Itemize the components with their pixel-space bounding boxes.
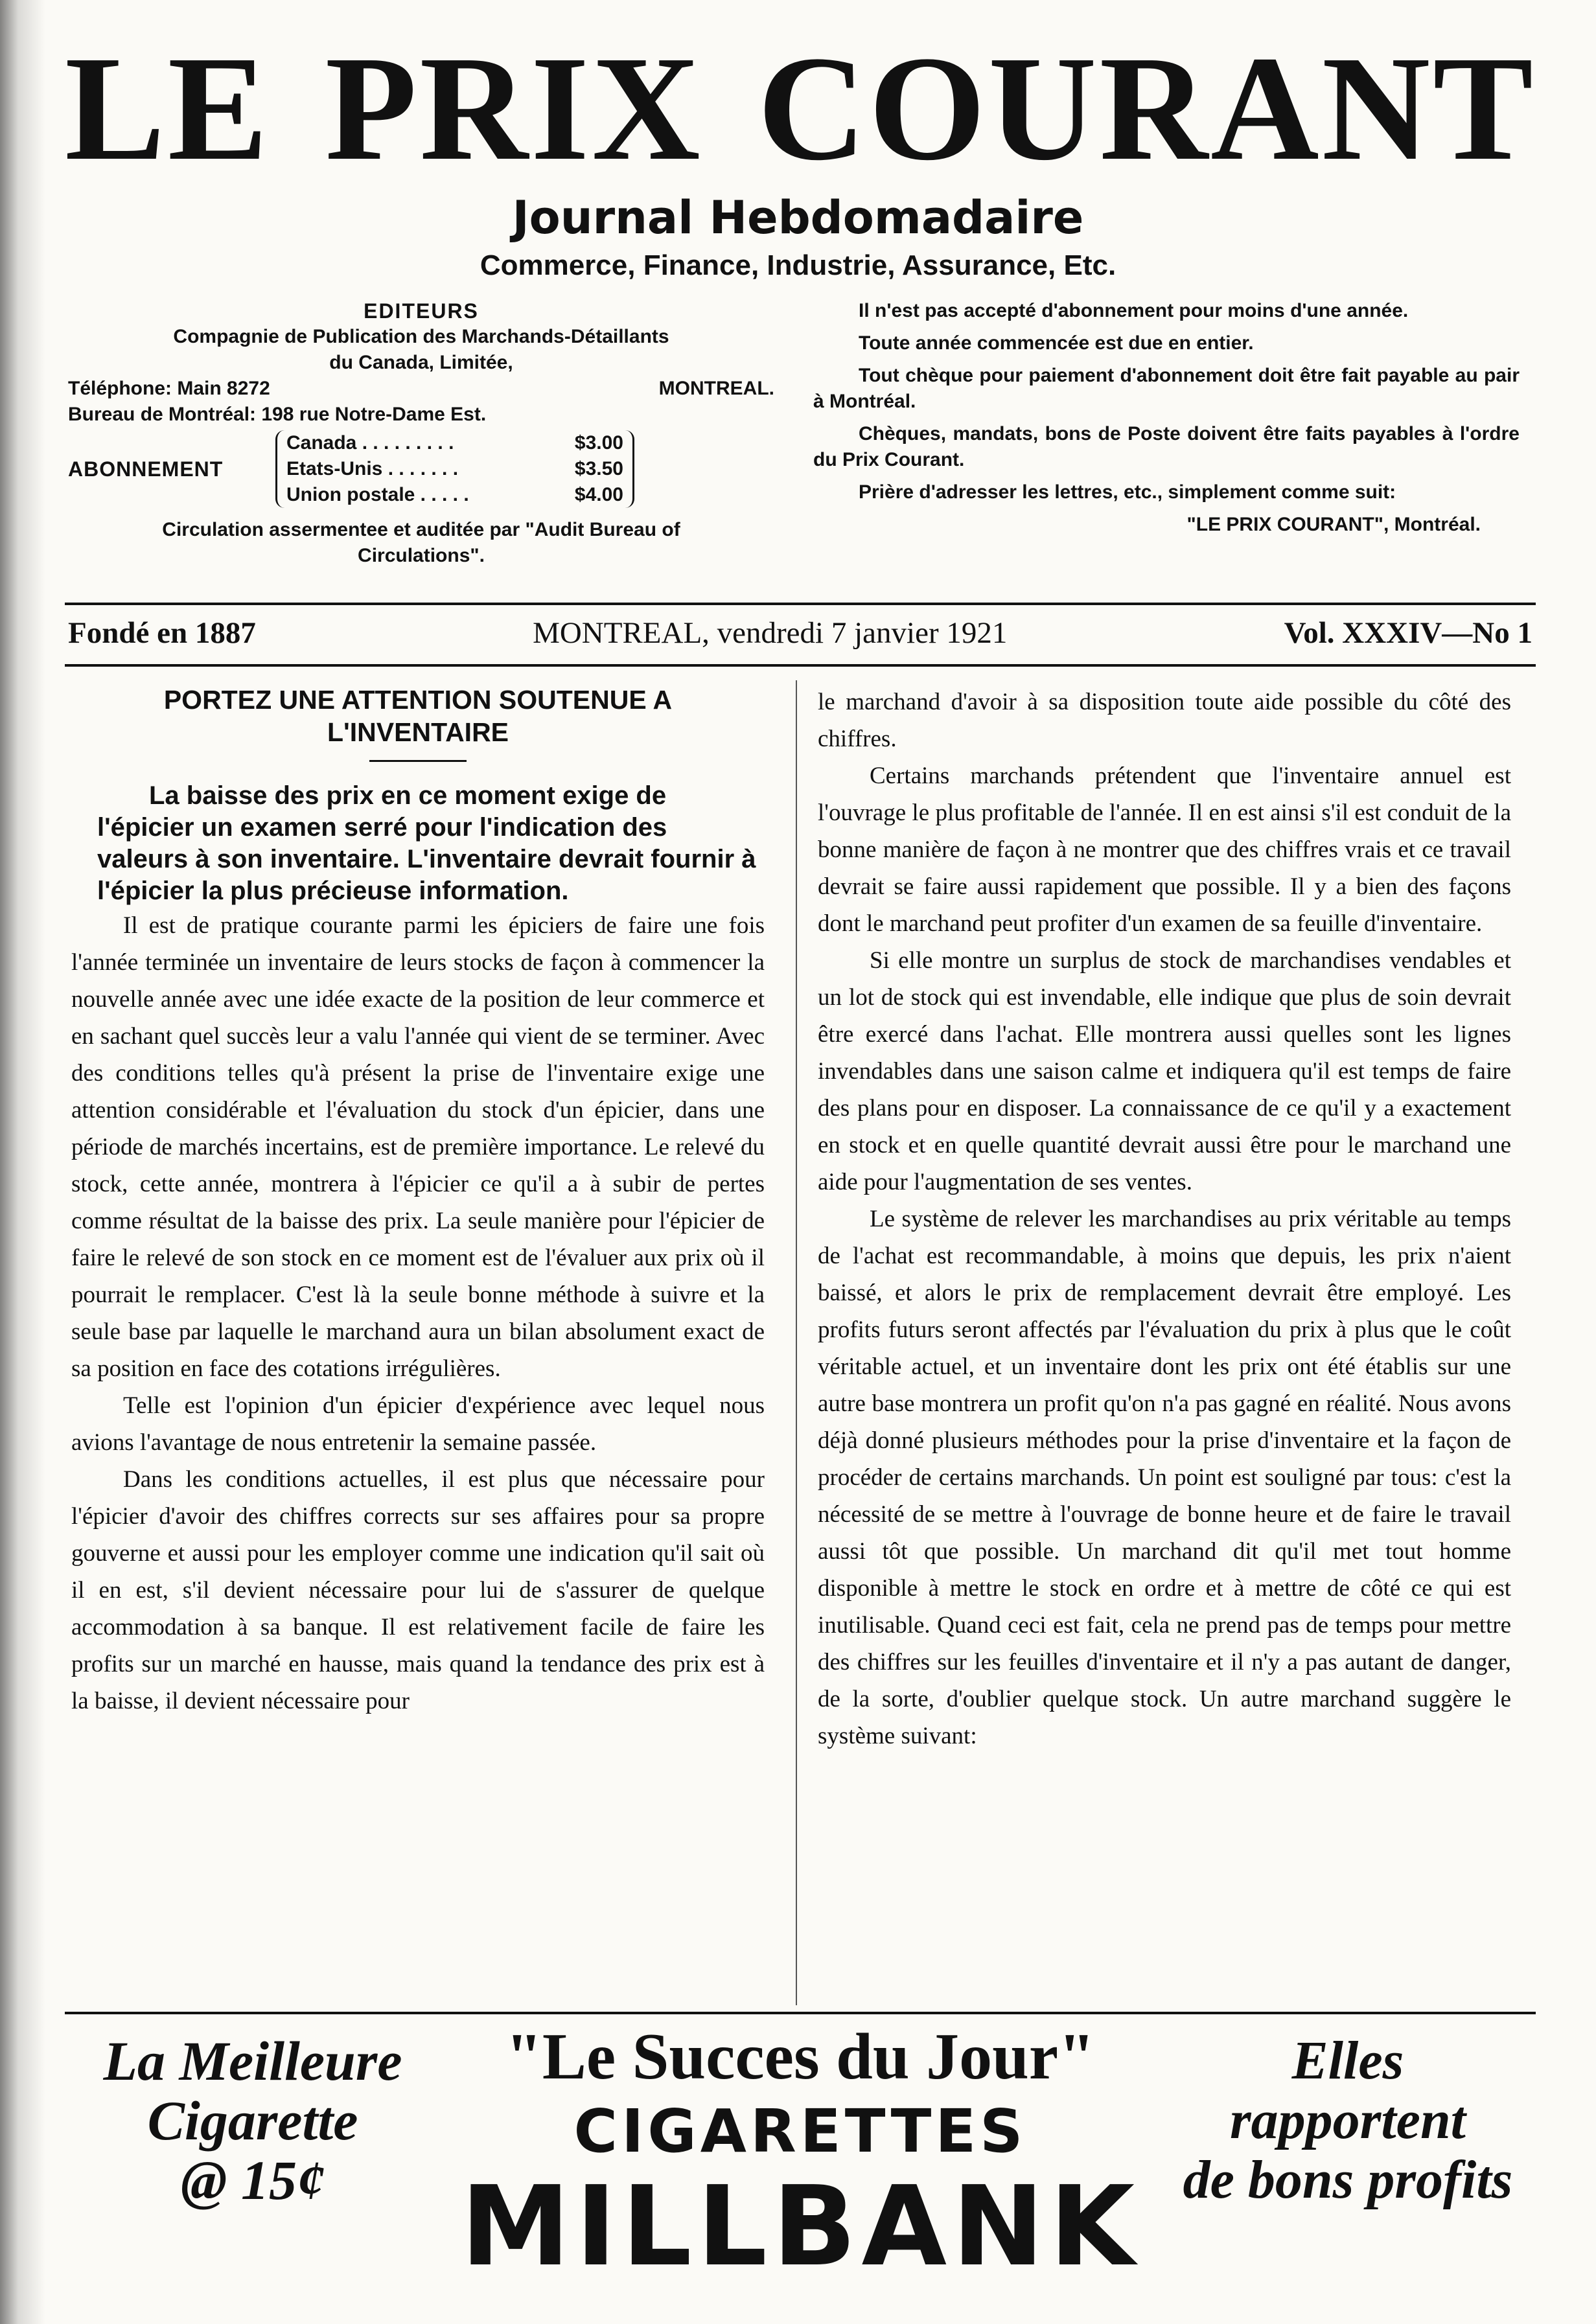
article-paragraph: Il est de pratique courante parmi les épiciers de faire une fois l'année terminée un inventaire de leurs stocks de façon à commencer la nouvelle année avec une idée exacte de la position de leur commerce et en sachant quel succès leur a valu l'année qui vient de se terminer. Avec des conditions telles qu'à présent la prise de l'inventaire exige une attention considérable et l'évaluation du stock d'un épicier, dans une période de marchés incertains, est de première importance. Le relevé du stock, cette année, montrera à l'épicier ce qu'il a à subir de pertes comme résultat de la baisse des prix. La seule manière pour l'épicier de faire le relevé de son stock en ce moment est de l'évaluer aux prix où il pourrait le remplacer. C'est là la seule bonne méthode à suivre et la seule base par laquelle le marchand aura un bilan absolument exact de sa position en face des cotations irrégulières. [71, 912, 765, 1382]
masthead-title [65, 25, 1536, 192]
article-title [71, 684, 765, 748]
article-title-line1: PORTEZ UNE ATTENTION SOUTENUE A [163, 685, 673, 715]
publisher-company-line1: Compagnie de Publication des Marchands-Détaillants [173, 326, 669, 347]
ad-right-line1: Elles [1291, 2031, 1404, 2091]
ad-right-line3: de bons profits [1183, 2150, 1513, 2210]
notice-item: Toute année commencée est due en entier. [859, 332, 1254, 354]
notice-item: Il n'est pas accepté d'abonnement pour moins d'une année. [859, 300, 1409, 321]
dateline-date: MONTREAL, vendredi 7 janvier 1921 [533, 616, 1008, 650]
rate-region: Etats-Unis . . . . . . . [286, 458, 459, 479]
rate-price: $3.50 [574, 458, 623, 479]
ad-left-line2: Cigarette [147, 2089, 358, 2152]
ad-left-tagline [71, 2031, 434, 2210]
ad-product: CIGARETTES [573, 2097, 1027, 2166]
publisher-heading: EDITEURS [364, 299, 479, 323]
ad-slogan: "Le Succes du Jour" [505, 2020, 1095, 2093]
article-paragraph: Le système de relever les marchandises au prix véritable au temps de l'achat est recommandable, à moins que depuis, les prix n'aient baissé, et alors le prix de remplacement devrait être employé. Les profits futurs seront affectés par l'évaluation du prix à plus que le coût véritable actuel, et un inventaire dont les prix ont été établis sur une autre base montrera un profit qu'on n'a pas gagné en réalité. Nous avons déjà donné plusieurs méthodes pour la prise d'inventaire et la façon de procéder de certains marchands. Un point est souligné par tous: c'est la nécessité de se mettre à l'ouvrage de bonne heure et de faire le travail aussi tôt que possible. Un marchand dit qu'il met tout homme disponible à mettre le stock en ordre et à mettre de côté ce qui est inutilisable. Quand ceci est fait, cela ne prend pas de temps pour mettre des chiffres sur les feuilles d'inventaire et il n'y a pas autant de danger, de la sorte, d'oublier quelque stock. Un autre marchand suggère le système suivant: [818, 1206, 1511, 1749]
millbank-advertisement [65, 2018, 1536, 2297]
publisher-office: Bureau de Montréal: 198 rue Notre-Dame Est. [68, 404, 487, 425]
notice-item: Chèques, mandats, bons de Poste doivent être faits payables à l'ordre du Prix Courant. [813, 423, 1520, 470]
ad-right-tagline [1166, 2031, 1529, 2210]
article-continuation: le marchand d'avoir à sa disposition toute aide possible du côté des chiffres. [818, 689, 1511, 752]
masthead-word-courant: COURANT [758, 25, 1536, 192]
article-title-line2: L'INVENTAIRE [327, 717, 509, 747]
article-paragraph: Certains marchands prétendent que l'inventaire annuel est l'ouvrage le plus profitable de l'année. Il en est ainsi s'il est conduit de la bonne manière de façon à ne montrer que des chiffres vrais et ce travail devrait se faire aussi rapidement que possible. Il y a bien des façons dont le marchand peut profiter d'un examen de sa feuille d'inventaire. [818, 763, 1511, 937]
title-divider [369, 760, 467, 762]
scan-edge-shadow [0, 0, 45, 2324]
ad-left-line1: La Meilleure [103, 2030, 402, 2092]
masthead-subtitle: Journal Hebdomadaire [512, 191, 1084, 244]
column-divider [796, 680, 797, 2005]
subscription-rates [275, 430, 634, 508]
article-paragraph: Si elle montre un surplus de stock de marchandises vendables et un lot de stock qui est invendable, elle indique que plus de soin devrait être exercé dans l'achat. Elle montrera aussi quelles sont les lignes invendables dans une saison calme et indiquera qu'il est temps de faire des plans pour en disposer. La connaissance de ce qu'il y a exactement en stock et en quelle quantité devrait aussi être pour le marchand une aide pour l'augmentation de ses ventes. [818, 947, 1511, 1195]
circulation-note [68, 517, 774, 569]
rate-row [286, 482, 623, 508]
dateline-rule-bottom [65, 664, 1536, 667]
advertisement-rule [65, 2012, 1536, 2014]
publisher-company-line2: du Canada, Limitée, [329, 352, 513, 373]
rate-region: Union postale . . . . . [286, 484, 469, 505]
dateline-volume: Vol. XXXIV—No 1 [1284, 616, 1532, 650]
ad-brand: MILLBANK [460, 2163, 1140, 2291]
subscription-notices [813, 298, 1520, 538]
article-column-left [71, 684, 765, 1999]
dateline-founded: Fondé en 1887 [68, 616, 256, 650]
circulation-line1: Circulation assermentee et auditée par "Audit Bureau of [162, 519, 680, 540]
publisher-phone: Téléphone: Main 8272 [68, 378, 270, 399]
notice-signature: "LE PRIX COURANT", Montréal. [1186, 514, 1481, 535]
ad-price: @ 15¢ [180, 2149, 325, 2211]
dateline-rule-top [65, 603, 1536, 605]
dateline [68, 616, 1532, 650]
circulation-line2: Circulations". [358, 545, 485, 566]
rate-row [286, 430, 623, 456]
rate-price: $4.00 [574, 484, 623, 505]
rate-price: $3.00 [574, 432, 623, 454]
ad-center-block [454, 2018, 1147, 2291]
rate-row [286, 456, 623, 482]
notice-item: Prière d'adresser les lettres, etc., simplement comme suit: [859, 481, 1396, 503]
rate-region: Canada . . . . . . . . . [286, 432, 454, 454]
article-paragraph: Telle est l'opinion d'un épicier d'expérience avec lequel nous avions l'avantage de nous entretenir la semaine passée. [71, 1392, 765, 1456]
article-paragraph: Dans les conditions actuelles, il est plus que nécessaire pour l'épicier d'avoir des chiffres corrects sur ses affaires pour sa propre gouverne et aussi pour les employer comme une indication qu'il sait où il en est, s'il devient nécessaire pour lui de s'assurer de quelque accommodation à sa banque. Il est relativement facile de faire les profits sur un marché en hausse, mais quand la tendance des prix est à la baisse, il devient nécessaire pour [71, 1466, 765, 1714]
masthead-word-prix: PRIX [325, 25, 703, 192]
subscription-block [68, 430, 774, 508]
ad-right-line2: rapportent [1229, 2090, 1466, 2150]
publisher-city: MONTREAL. [658, 378, 774, 399]
article-column-right [818, 684, 1511, 1999]
notice-item: Tout chèque pour paiement d'abonnement doit être fait payable au pair à Montréal. [813, 365, 1520, 412]
subscription-label: ABONNEMENT [68, 457, 224, 481]
masthead-word-le: LE [65, 25, 271, 192]
publisher-info [68, 298, 774, 569]
publisher-phone-row [68, 376, 774, 402]
article-deck: La baisse des prix en ce moment exige de l'épicier un examen serré pour l'indication des valeurs à son inventaire. L'inventaire devrait fournir à l'épicier la plus précieuse information. [97, 781, 756, 905]
masthead-topics: Commerce, Finance, Industrie, Assurance, Etc. [480, 249, 1116, 281]
